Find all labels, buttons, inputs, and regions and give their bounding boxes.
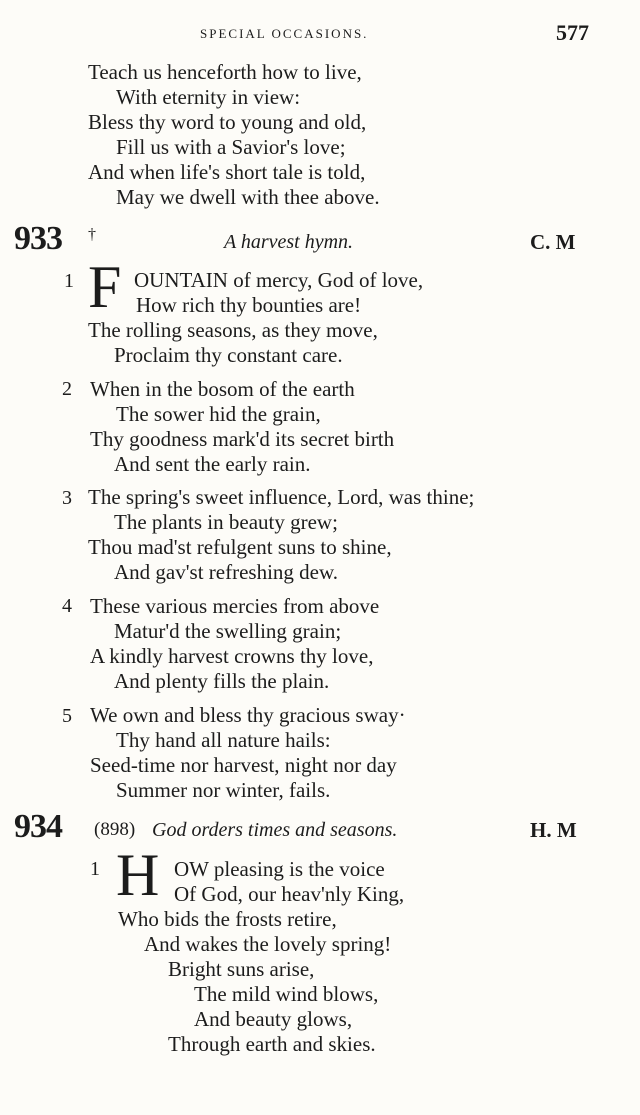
stanza-line: Thy goodness mark'd its secret birth bbox=[90, 427, 395, 451]
stanza-number: 4 bbox=[62, 595, 72, 617]
stanza-line: Thy hand all nature hails: bbox=[116, 728, 331, 752]
stanza-number: 5 bbox=[62, 705, 72, 727]
hymn-reference: (898) bbox=[94, 819, 136, 840]
stanza-line: Seed-time nor harvest, night nor day bbox=[90, 753, 397, 777]
drop-cap: F bbox=[88, 254, 122, 320]
stanza-number: 3 bbox=[62, 487, 72, 509]
stanza-line: The mild wind blows, bbox=[194, 982, 379, 1006]
stanza-line: How rich thy bounties are! bbox=[136, 293, 362, 317]
stanza-line: Proclaim thy constant care. bbox=[114, 343, 343, 367]
stanza-line: And plenty fills the plain. bbox=[114, 669, 330, 693]
stanza-line: And gav'st refreshing dew. bbox=[114, 560, 339, 584]
hymn-number: 933 bbox=[14, 220, 62, 257]
stanza-line: The rolling seasons, as they move, bbox=[88, 318, 378, 342]
stanza-line: We own and bless thy gracious sway· bbox=[90, 703, 406, 727]
stanza-line: When in the bosom of the earth bbox=[90, 377, 355, 401]
stanza-line: Bright suns arise, bbox=[168, 957, 315, 981]
stanza-line: Fill us with a Savior's love; bbox=[116, 135, 346, 159]
stanza-number: 1 bbox=[90, 858, 100, 880]
stanza-number: 1 bbox=[64, 270, 74, 292]
drop-cap: H bbox=[116, 842, 160, 908]
stanza-line: And when life's short tale is told, bbox=[88, 160, 366, 184]
stanza-line: And wakes the lovely spring! bbox=[144, 932, 392, 956]
stanza-line: The spring's sweet influence, Lord, was thine; bbox=[88, 485, 475, 509]
stanza-line: With eternity in view: bbox=[116, 85, 301, 109]
hymn-meter: H. M bbox=[530, 818, 577, 842]
stanza-line: The plants in beauty grew; bbox=[114, 510, 338, 534]
stanza-line: Through earth and skies. bbox=[168, 1032, 376, 1056]
stanza-line: A kindly harvest crowns thy love, bbox=[90, 644, 374, 668]
stanza-line: May we dwell with thee above. bbox=[116, 185, 380, 209]
stanza-line: The sower hid the grain, bbox=[116, 402, 321, 426]
stanza-line: Who bids the frosts retire, bbox=[118, 907, 337, 931]
stanza-line: Teach us henceforth how to live, bbox=[88, 60, 362, 84]
stanza-line: OW pleasing is the voice bbox=[174, 857, 385, 881]
stanza-number: 2 bbox=[62, 378, 72, 400]
stanza-line: And beauty glows, bbox=[194, 1007, 353, 1031]
stanza-line: These various mercies from above bbox=[90, 594, 380, 618]
stanza-line: Matur'd the swelling grain; bbox=[114, 619, 342, 643]
stanza-line: OUNTAIN of mercy, God of love, bbox=[134, 268, 424, 292]
hymn-number: 934 bbox=[14, 808, 62, 845]
dagger-mark: † bbox=[88, 226, 96, 243]
hymn-title: God orders times and seasons. bbox=[152, 819, 398, 841]
stanza-line: Summer nor winter, fails. bbox=[116, 778, 331, 802]
hymn-title: A harvest hymn. bbox=[224, 231, 354, 253]
page-number: 577 bbox=[556, 20, 589, 45]
running-header: SPECIAL OCCASIONS. bbox=[200, 26, 369, 41]
stanza-line: Of God, our heav'nly King, bbox=[174, 882, 405, 906]
stanza-line: Thou mad'st refulgent suns to shine, bbox=[88, 535, 392, 559]
stanza-line: And sent the early rain. bbox=[114, 452, 311, 476]
stanza-line: Bless thy word to young and old, bbox=[88, 110, 367, 134]
hymn-meter: C. M bbox=[530, 230, 576, 254]
